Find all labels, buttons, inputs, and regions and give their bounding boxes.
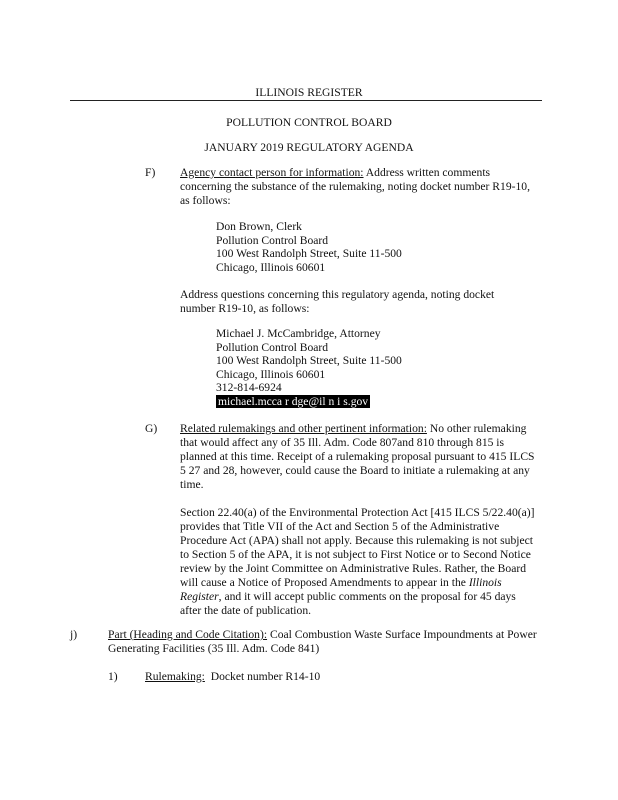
para2-text: Section 22.40(a) of the Environmental Protection Act [415 ILCS 5/22.40(a)] provides that Title VII of the Act and Section 5 of the Administrative Procedure Act (APA) shall not apply. Because this rulemaking is not subject to Section 5 of the APA, it is not subject to First Notice or to Second Notice review by the Joint Committee on Administrative Rules. Rather, the Board will cause a Notice of Proposed Amendments to appear in the [180,506,535,589]
section-j-heading: Part (Heading and Code Citation): [108,628,268,641]
item-1-heading: Rulemaking: [145,670,205,683]
address-line: Chicago, Illinois 60601 [216,260,326,274]
board-title: POLLUTION CONTROL BOARD [226,116,392,129]
illinois-register-italic: Illinois Register [180,576,502,603]
phone-number: 312-814-6924 [216,381,282,395]
header-rule [70,100,542,101]
section-g-text [180,422,538,492]
address-line: 100 West Randolph Street, Suite 11-500 [216,247,402,261]
section-f-body: Address written comments concerning the substance of the rulemaking, noting docket number R19-10, as follows: [180,166,530,207]
address-line: Pollution Control Board [216,340,329,354]
item-1-label: 1) [108,670,118,683]
register-title: ILLINOIS REGISTER [255,86,363,99]
item-1-body: Docket number R14-10 [204,670,321,683]
section-g-body: No other rulemaking that would affect any of 35 Ill. Adm. Code 807and 810 through 815 is planned at this time. Receipt of a rulemaking proposal pursuant to 415 ILCS 5 27 and 28, however, could cause the Board to initiate a rulemaking at any time. [180,422,535,491]
address-line: Michael J. McCambridge, Attorney [216,327,381,340]
section-j-text [108,628,538,656]
contact-attorney-address [216,327,402,409]
address-line: Chicago, Illinois 60601 [216,367,326,381]
section-j-body: Coal Combustion Waste Surface Impoundments at Power Generating Facilities (35 Ill. Adm. Code 841) [108,628,537,655]
contact-clerk-address [216,220,402,274]
email-link[interactable]: michael.mcca r dge@il n i s.gov [218,394,369,408]
item-1-text [145,670,320,683]
agenda-title: JANUARY 2019 REGULATORY AGENDA [204,141,414,154]
section-f-heading: Agency contact person for information: [180,166,364,179]
address-line: Don Brown, Clerk [216,220,302,233]
section-j-label: j) [70,628,78,641]
section-f-label: F) [145,166,156,179]
questions-paragraph: Address questions concerning this regulatory agenda, noting docket number R19-10, as follows: [180,288,495,315]
section-g-label: G) [145,422,158,435]
section-g-heading: Related rulemakings and other pertinent information: [180,422,427,435]
address-line: 100 West Randolph Street, Suite 11-500 [216,354,402,368]
section-f-text [180,166,538,208]
section-g-paragraph-2 [180,506,538,618]
address-line: Pollution Control Board [216,233,329,247]
para2-text-end: , and it will accept public comments on the proposal for 45 days after the date of publication. [180,590,516,617]
